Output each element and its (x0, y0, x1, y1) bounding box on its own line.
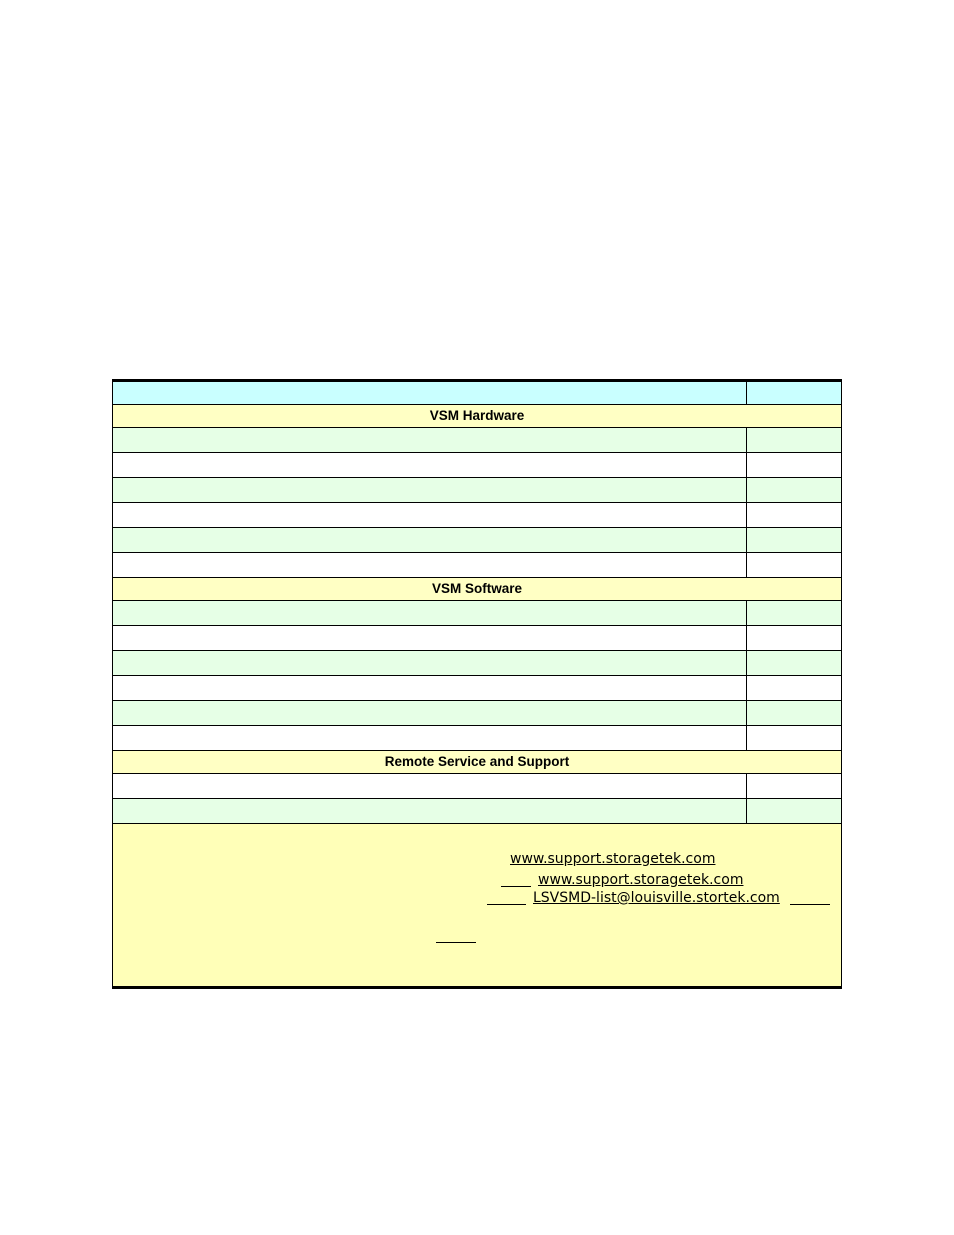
table-row (113, 726, 841, 751)
table-cell (747, 428, 841, 452)
table-row (113, 774, 841, 799)
table-cell (113, 453, 747, 477)
blank-line (487, 904, 526, 905)
table-row (113, 453, 841, 478)
table-cell (113, 676, 747, 700)
table-row (113, 478, 841, 503)
table-row (113, 626, 841, 651)
footer-contact-area (113, 824, 841, 986)
table-cell (113, 774, 747, 798)
table-cell (113, 726, 747, 750)
support-email-link[interactable]: LSVSMD-list@louisville.stortek.com (533, 890, 780, 906)
table-row (113, 528, 841, 553)
table-cell (747, 626, 841, 650)
table-cell (747, 799, 841, 823)
table-cell (747, 701, 841, 725)
table-cell (747, 651, 841, 675)
table-row (113, 799, 841, 824)
table-header-row (113, 382, 841, 405)
section-title-software: VSM Software (113, 578, 841, 601)
table-cell (113, 478, 747, 502)
table-cell (747, 676, 841, 700)
table-cell (747, 503, 841, 527)
table-header-cell (113, 382, 747, 404)
section-title-remote-support: Remote Service and Support (113, 751, 841, 774)
support-table (112, 379, 842, 989)
table-cell (747, 601, 841, 625)
table-row (113, 428, 841, 453)
blank-line (436, 942, 476, 943)
blank-line (790, 904, 830, 905)
table-row (113, 701, 841, 726)
table-cell (113, 626, 747, 650)
table-cell (747, 553, 841, 577)
table-cell (747, 478, 841, 502)
table-row (113, 601, 841, 626)
blank-line (501, 886, 531, 887)
table-cell (113, 553, 747, 577)
table-cell (113, 701, 747, 725)
table-row (113, 503, 841, 528)
support-website-link-secondary[interactable]: www.support.storagetek.com (538, 872, 744, 888)
table-cell (747, 774, 841, 798)
table-header-cell (747, 382, 841, 404)
table-cell (113, 651, 747, 675)
table-cell (113, 428, 747, 452)
table-cell (747, 528, 841, 552)
table-cell (113, 601, 747, 625)
table-cell (747, 453, 841, 477)
table-cell (113, 528, 747, 552)
table-cell (113, 799, 747, 823)
table-cell (747, 726, 841, 750)
table-row (113, 676, 841, 701)
table-row (113, 553, 841, 578)
table-row (113, 651, 841, 676)
table-cell (113, 503, 747, 527)
section-title-hardware: VSM Hardware (113, 405, 841, 428)
support-website-link[interactable]: www.support.storagetek.com (510, 851, 716, 867)
